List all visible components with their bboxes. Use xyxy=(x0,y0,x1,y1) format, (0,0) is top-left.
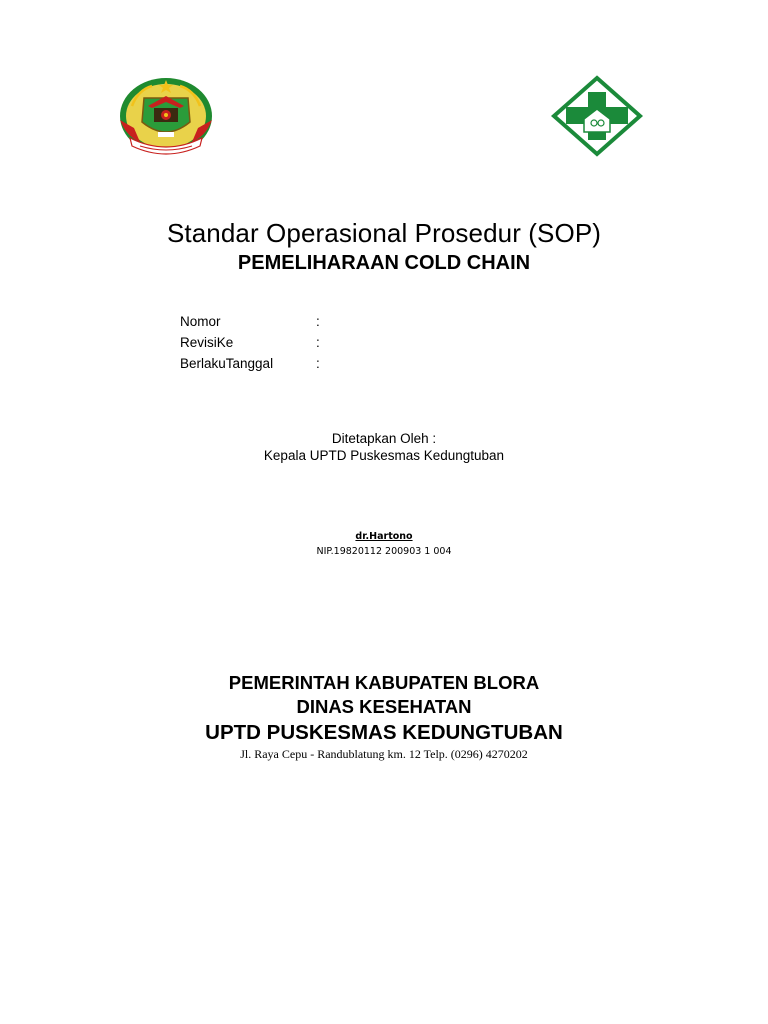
department-name: DINAS KESEHATAN xyxy=(296,696,472,717)
meta-label: BerlakuTanggal xyxy=(180,356,274,371)
approval-block xyxy=(0,430,768,464)
document-title: Standar Operasional Prosedur (SOP) xyxy=(166,218,602,248)
government-name: PEMERINTAH KABUPATEN BLORA xyxy=(228,672,540,693)
unit-name: UPTD PUSKESMAS KEDUNGTUBAN xyxy=(205,721,563,744)
document-subtitle: PEMELIHARAAN COLD CHAIN xyxy=(237,252,531,274)
blora-regency-emblem-icon xyxy=(118,76,218,158)
institution-address: Jl. Raya Cepu - Randublatung km. 12 Telp. (0296) 4270202 xyxy=(240,747,528,761)
meta-separator: : xyxy=(316,314,320,329)
approval-line: Ditetapkan Oleh : xyxy=(331,431,437,446)
meta-label: Nomor xyxy=(180,314,221,329)
puskesmas-cross-icon xyxy=(546,74,648,158)
meta-separator: : xyxy=(316,356,320,371)
approver-position: Kepala UPTD Puskesmas Kedungtuban xyxy=(263,448,505,463)
institution-block xyxy=(0,671,768,762)
signer-name: dr.Hartono xyxy=(355,531,413,542)
meta-separator: : xyxy=(316,335,320,350)
meta-label: RevisiKe xyxy=(180,335,234,350)
signer-nip: NIP.19820112 200903 1 004 xyxy=(316,546,452,557)
signer-block xyxy=(0,529,768,559)
